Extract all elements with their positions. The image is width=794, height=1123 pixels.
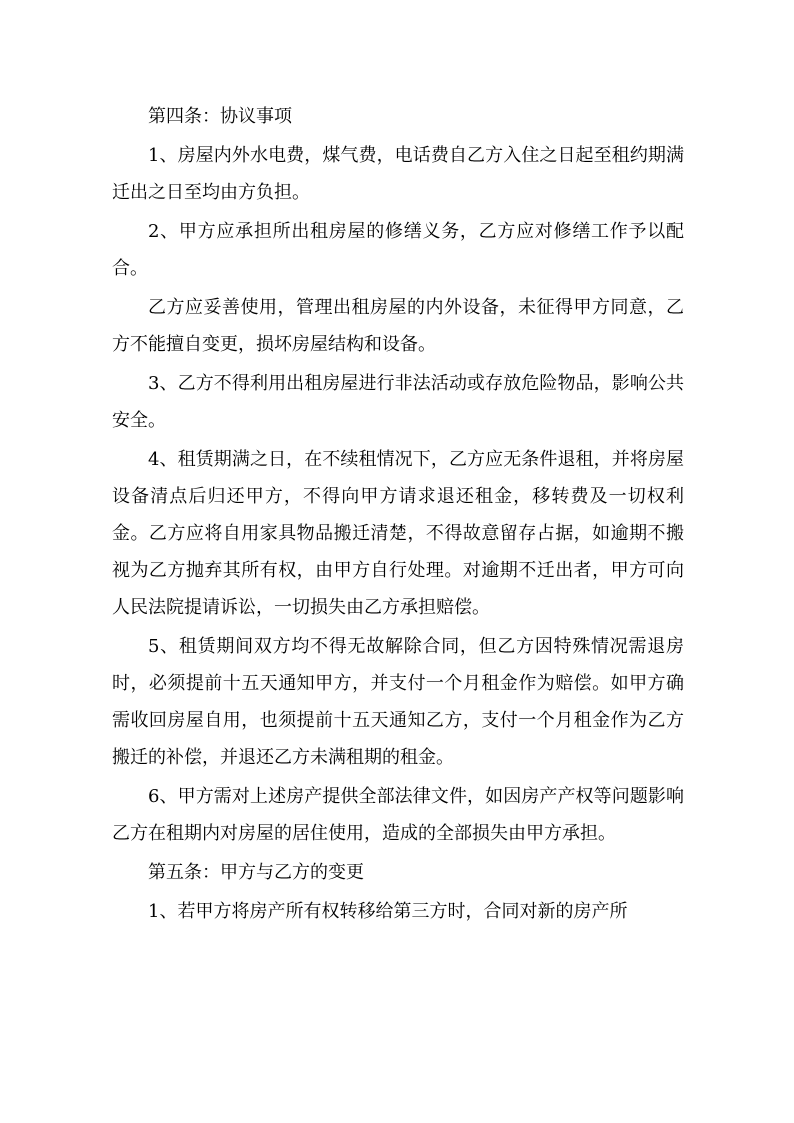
paragraph-item-1: 1、房屋内外水电费，煤气费，电话费自乙方入住之日起至租约期满迁出之日至均由方负担。 (112, 145, 684, 203)
paragraph-item-3: 3、乙方不得利用出租房屋进行非法活动或存放危险物品，影响公共安全。 (112, 373, 684, 431)
section-heading-5: 第五条：甲方与乙方的变更 (148, 862, 364, 883)
paragraph-item-2: 2、甲方应承担所出租房屋的修缮义务，乙方应对修缮工作予以配合。 (112, 221, 684, 279)
paragraph-section5-item-1: 1、若甲方将房产所有权转移给第三方时，合同对新的房产所 (148, 901, 628, 922)
paragraph-item-5: 5、租赁期间双方均不得无故解除合同，但乙方因特殊情况需退房时，必须提前十五天通知甲方，并支付一个月租金作为赔偿。如甲方确需收回房屋自用，也须提前十五天通知乙方，支付一个月租金作为乙方搬迁的补偿，并退还乙方未满租期的租金。 (112, 636, 684, 768)
document-body (112, 98, 684, 932)
section-heading-4: 第四条：协议事项 (148, 106, 292, 127)
paragraph-item-6: 6、甲方需对上述房产提供全部法律文件，如因房产产权等问题影响乙方在租期内对房屋的居住使用，造成的全部损失由甲方承担。 (112, 786, 684, 844)
paragraph-item-4: 4、租赁期满之日，在不续租情况下，乙方应无条件退租，并将房屋设备清点后归还甲方，不得向甲方请求退还租金，移转费及一切权利金。乙方应将自用家具物品搬迁清楚，不得故意留存占据，如逾期不搬视为乙方抛弃其所有权，由甲方自行处理。对逾期不迁出者，甲方可向人民法院提请诉讼，一切损失由乙方承担赔偿。 (112, 449, 684, 618)
paragraph-item-2-continued: 乙方应妥善使用，管理出租房屋的内外设备，未征得甲方同意，乙方不能擅自变更，损坏房屋结构和设备。 (112, 297, 684, 355)
